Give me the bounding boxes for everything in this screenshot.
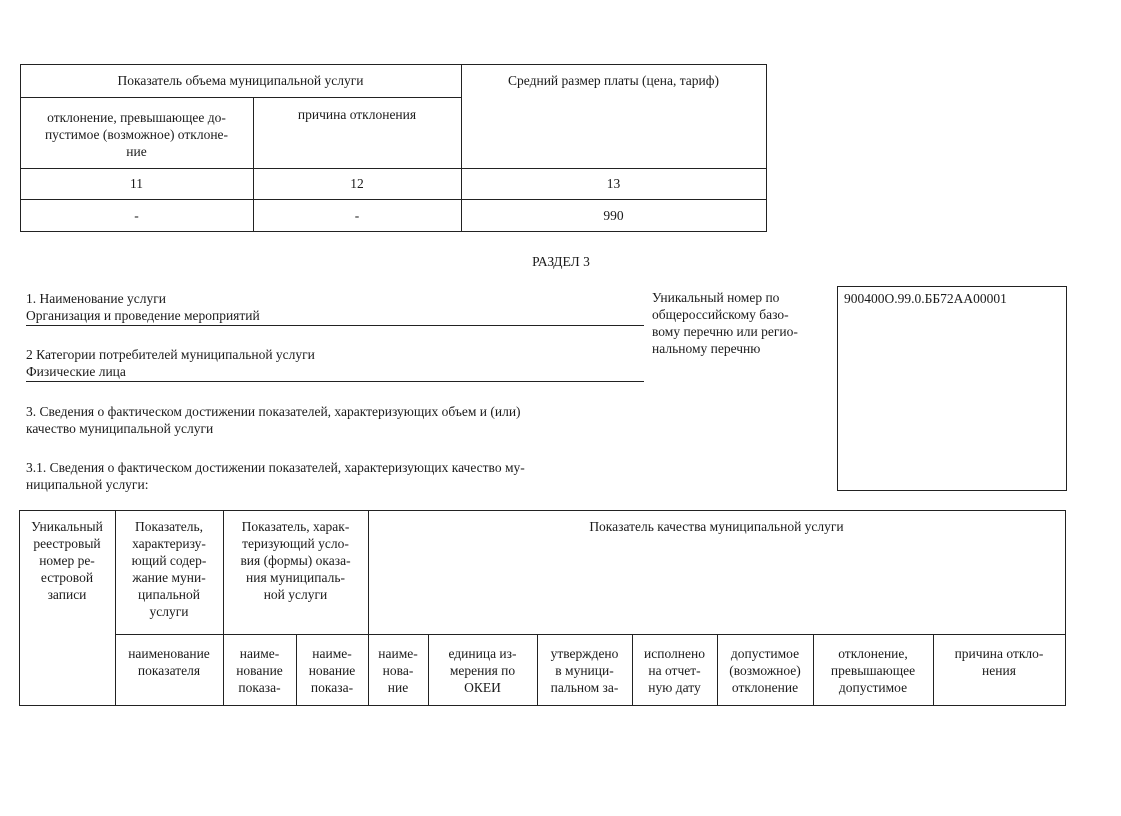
unique-number-label xyxy=(652,289,798,357)
cell-line: записи xyxy=(47,587,87,602)
consumer-category-label: 2 Категории потребителей муниципальной услуги xyxy=(26,347,315,362)
cell-line: ципальной xyxy=(138,587,200,602)
cell-line: показателя xyxy=(137,663,201,678)
cell-line: превышающее xyxy=(830,663,916,678)
service-name-label: 1. Наименование услуги xyxy=(26,291,166,306)
table-border xyxy=(20,231,767,232)
cell-line: пустимое (возможное) отклоне- xyxy=(44,127,229,142)
header-price: Средний размер платы (цена, тариф) xyxy=(508,73,719,88)
table-border xyxy=(20,97,461,98)
info-section-3 xyxy=(26,403,638,437)
col-number-11: 11 xyxy=(130,176,143,191)
cell-line: реестровый xyxy=(33,536,101,551)
info-section-3-1 xyxy=(26,459,638,493)
col-number-12: 12 xyxy=(350,176,364,191)
value-deviation: - xyxy=(134,208,139,223)
cell-line: наиме- xyxy=(239,646,280,661)
cell-line: ной услуги xyxy=(263,587,328,602)
cell-line: ную дату xyxy=(648,680,701,695)
cell-line: ОКЕИ xyxy=(464,680,501,695)
cell-line: номер ре- xyxy=(39,553,95,568)
cell-line: наименование xyxy=(128,646,210,661)
cell-line: наиме- xyxy=(312,646,352,661)
cell-line: ющий содер- xyxy=(131,553,207,568)
cell-line: показа- xyxy=(238,680,281,695)
text-line: нальному перечню xyxy=(652,341,761,356)
cell-line: отклонение, xyxy=(838,646,908,661)
text-line: Уникальный номер по xyxy=(652,290,780,305)
table-border xyxy=(20,168,767,169)
unique-number-box xyxy=(837,286,1067,491)
cell-line: утверждено xyxy=(550,646,619,661)
subheader-unit-okei xyxy=(428,645,537,696)
text-line: 3. Сведения о фактическом достижении показателей, характеризующих объем и (или) xyxy=(26,404,521,419)
value-price: 990 xyxy=(603,208,624,223)
service-name-block xyxy=(26,290,260,324)
table-border xyxy=(20,199,767,200)
cell-line: мерения по xyxy=(449,663,516,678)
cell-line: Показатель, xyxy=(135,519,203,534)
table-border xyxy=(461,64,462,231)
cell-line: вия (формы) оказа- xyxy=(240,553,351,568)
text-line: вому перечню или регио- xyxy=(652,324,798,339)
subheader-executed xyxy=(632,645,717,696)
cell-line: исполнено xyxy=(644,646,705,661)
underline xyxy=(26,381,644,382)
cell-line: единица из- xyxy=(448,646,517,661)
sub-deviation-exceeding xyxy=(20,109,253,160)
table-border xyxy=(19,510,1066,511)
cell-line: жание муни- xyxy=(132,570,206,585)
subheader-exceeding-deviation xyxy=(813,645,933,696)
service-name-value: Организация и проведение мероприятий xyxy=(26,308,260,323)
cell-line: в муници- xyxy=(555,663,614,678)
underline xyxy=(26,325,644,326)
unique-number-value: 900400О.99.0.ББ72АА00001 xyxy=(844,291,1007,306)
cell-line: нование xyxy=(308,663,356,678)
table-border xyxy=(766,64,767,231)
cell-line: ние xyxy=(387,680,409,695)
cell-line: характеризу- xyxy=(132,536,206,551)
col-number-13: 13 xyxy=(606,176,621,191)
consumer-category-block xyxy=(26,346,315,380)
cell-line: отклонение, превышающее до- xyxy=(47,110,226,125)
cell-line: Уникальный xyxy=(31,519,103,534)
subheader-indicator-name xyxy=(115,645,223,679)
cell-line: допустимое xyxy=(730,646,800,661)
table-border xyxy=(115,634,1066,635)
text-line: ниципальной услуги: xyxy=(26,477,149,492)
cell-line: услуги xyxy=(149,604,189,619)
subheader-name-3 xyxy=(368,645,428,696)
header-registry-number xyxy=(19,518,115,603)
cell-line: нование xyxy=(236,663,283,678)
section-title: РАЗДЕЛ 3 xyxy=(532,254,590,269)
subheader-deviation-reason xyxy=(933,645,1065,679)
cell-line: пальном за- xyxy=(550,680,619,695)
text-line: общероссийскому базо- xyxy=(652,307,789,322)
text-line: 3.1. Сведения о фактическом достижении показателей, характеризующих качество му- xyxy=(26,460,525,475)
cell-line: отклонение xyxy=(731,680,799,695)
table-border xyxy=(20,64,767,65)
cell-line: ния муниципаль- xyxy=(246,570,345,585)
subheader-name-2 xyxy=(296,645,368,696)
cell-line: допустимое xyxy=(838,680,908,695)
cell-line: на отчет- xyxy=(648,663,701,678)
text-line: качество муниципальной услуги xyxy=(26,421,214,436)
header-conditions-indicator xyxy=(223,518,368,603)
cell-line: причина откло- xyxy=(954,646,1044,661)
subheader-allowed-deviation xyxy=(717,645,813,696)
cell-line: нова- xyxy=(382,663,414,678)
table-border xyxy=(19,705,1066,706)
consumer-category-value: Физические лица xyxy=(26,364,126,379)
subheader-name-1 xyxy=(223,645,296,696)
cell-line: теризующий усло- xyxy=(242,536,349,551)
subheader-approved xyxy=(537,645,632,696)
header-quality-indicator: Показатель качества муниципальной услуги xyxy=(589,519,844,534)
cell-line: показа- xyxy=(310,680,354,695)
header-content-indicator xyxy=(115,518,223,620)
cell-line: наиме- xyxy=(378,646,418,661)
table-border xyxy=(1065,510,1066,705)
cell-line: естровой xyxy=(40,570,94,585)
cell-line: Показатель, харак- xyxy=(241,519,350,534)
value-reason: - xyxy=(354,208,360,223)
cell-line: ние xyxy=(126,144,147,159)
header-volume: Показатель объема муниципальной услуги xyxy=(117,73,364,88)
cell-line: нения xyxy=(982,663,1016,678)
cell-line: (возможное) xyxy=(729,663,801,678)
sub-reason: причина отклонения xyxy=(297,107,417,122)
